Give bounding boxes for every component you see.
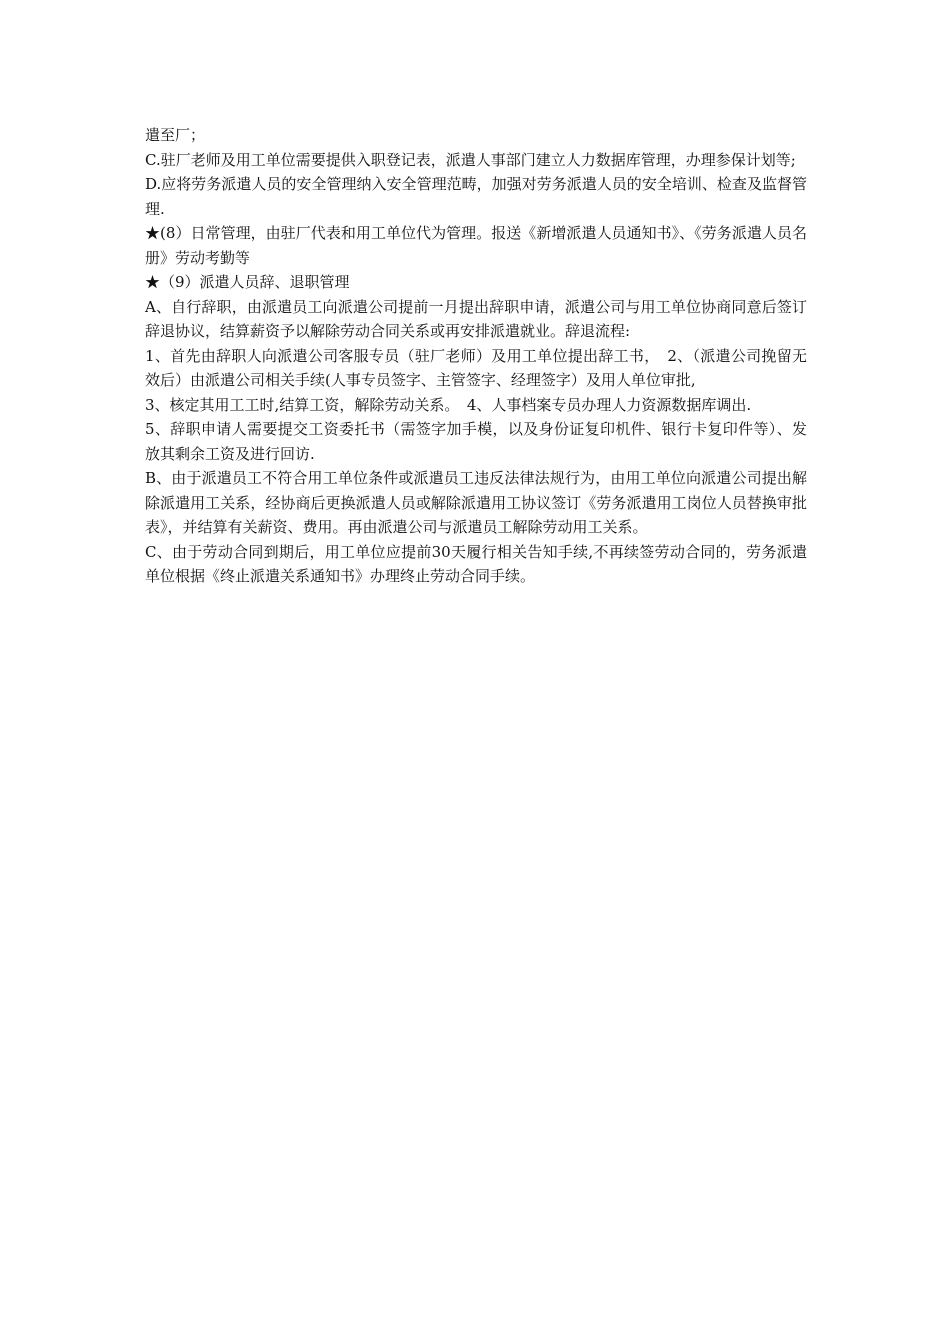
- paragraph-item-c: C.驻厂老师及用工单位需要提供入职登记表，派遣人事部门建立人力数据库管理，办理参保计划等;: [145, 150, 796, 169]
- paragraph-step-5: 5、辞职申请人需要提交工资委托书（需签字加手模，以及身份证复印机件、银行卡复印件等）、发放其剩余工资及进行回访.: [145, 420, 807, 463]
- paragraph-item-d: D.应将劳务派遣人员的安全管理纳入安全管理范畴，加强对劳务派遣人员的安全培训、检查及监督管理.: [145, 175, 807, 218]
- paragraph-daily-management: ★(8）日常管理，由驻厂代表和用工单位代为管理。报送《新增派遣人员通知书》、《劳务派遣人员名册》劳动考勤等: [145, 224, 807, 267]
- paragraph-item-b: B、由于派遣员工不符合用工单位条件或派遣员工违反法律法规行为，由用工单位向派遣公司提出解除派遣用工关系，经协商后更换派遣人员或解除派遣用工协议签订《劳务派遣用工岗位人员替换审批表》，并结算有关薪资、费用。再由派遣公司与派遣员工解除劳动用工关系。: [145, 469, 807, 536]
- document-body: [145, 123, 807, 589]
- paragraph-item-c-contract: C、由于劳动合同到期后，用工单位应提前30天履行相关告知手续,不再续签劳动合同的，劳务派遣单位根据《终止派遣关系通知书》办理终止劳动合同手续。: [145, 542, 807, 585]
- section-heading-resignation: ★（9）派遣人员辞、退职管理: [145, 273, 350, 291]
- paragraph-continuation: 遣至厂；: [145, 126, 206, 144]
- paragraph-steps-1-2: 1、首先由辞职人向派遣公司客服专员（驻厂老师）及用工单位提出辞工书， 2、（派遣公司挽留无效后）由派遣公司相关手续(人事专员签字、主管签字、经理签字）及用人单位审批,: [145, 346, 807, 389]
- paragraph-voluntary-resignation: A、自行辞职，由派遣员工向派遣公司提前一月提出辞职申请，派遣公司与用工单位协商同意后签订辞退协议，结算薪资予以解除劳动合同关系或再安排派遣就业。辞退流程:: [145, 297, 807, 340]
- paragraph-steps-3-4: 3、核定其用工工时,结算工资，解除劳动关系。 4、人事档案专员办理人力资源数据库调出.: [145, 395, 752, 414]
